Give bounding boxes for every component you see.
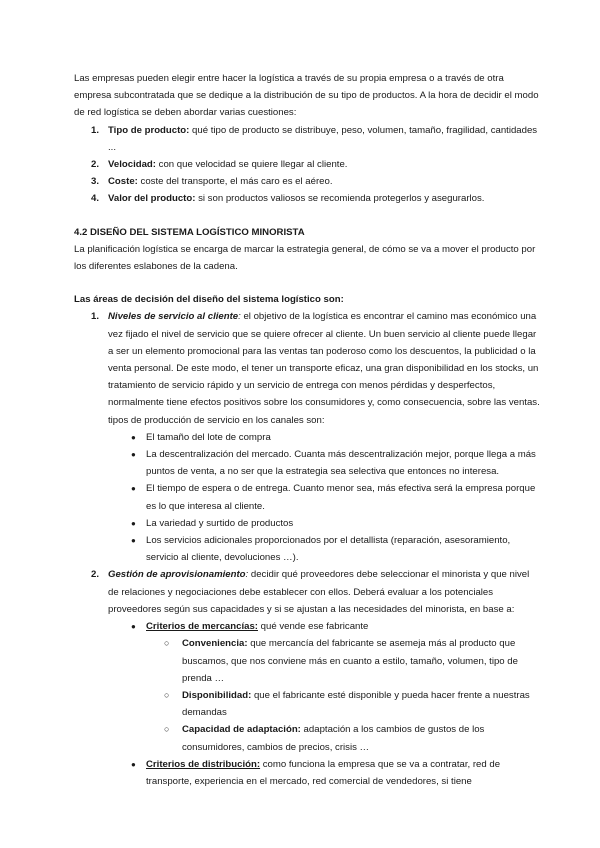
criteria-list [74,618,540,635]
list-item: 3. Coste: coste del transporte, el más caro es el aéreo. [91,176,333,188]
bullet-icon: ● [131,536,136,546]
circle-bullet-icon: ○ [164,638,170,649]
list-item: ○ Capacidad de adaptación: adaptación a los cambios de gustos de los consumidores, cambios de precios, crisis … [74,721,540,755]
merchandise-criteria-list [74,635,540,755]
list-item: ○ Disponibilidad: que el fabricante esté disponible y pueda hacer frente a nuestras demandas [74,687,540,721]
areas-list-continued [74,566,540,618]
intro-paragraph: Las empresas pueden elegir entre hacer la logística a través de su propia empresa o a través de otra empresa subcontratada que se dedique a la distribución de su tipo de productos. A la hora de decidir el modo de red logística se deben abordar varias cuestiones: [74,73,539,119]
question-term: Tipo de producto: [108,124,190,136]
criteria-list-continued [74,756,540,790]
bullet-icon: ● [131,622,136,632]
section-heading: 4.2 DISEÑO DEL SISTEMA LOGÍSTICO MINORISTA [74,226,305,238]
list-item: ● Criterios de mercancías: qué vende ese fabricante [74,618,540,635]
list-item: ● La descentralización del mercado. Cuanta más descentralización mejor, porque llega a más puntos de venta, a no ser que la estrategia sea selectiva que entonces no interesa. [74,446,540,480]
bullet-icon: ● [131,432,136,442]
list-item: 2. Velocidad: con que velocidad se quiere llegar al cliente. [91,159,348,171]
bullet-icon: ● [131,518,136,528]
list-item: ● El tamaño del lote de compra [74,429,540,446]
list-item: ● La variedad y surtido de productos [74,515,540,532]
question-term: Velocidad: [108,159,156,171]
areas-title: Las áreas de decisión del diseño del sistema logístico son: [74,294,344,306]
list-item: 1. Tipo de producto: qué tipo de producto se distribuye, peso, volumen, tamaño, fragilidad, cantidades ... [91,124,538,153]
area-item-service: 1. Niveles de servicio al cliente: el objetivo de la logística es encontrar el camino mas económico una vez fijado el nivel de servicio que se quiere ofrecer al cliente. Un buen servicio al cliente puede llegar a ser un elemento promocional para las ventas tan poderoso como los descuentos, la publicidad o la venta personal. De este modo, el tener un transporte eficaz, una gran disponibilidad en los stocks, un tratamiento de servicio rápido y un servicio de entrega con menos pérdidas y desperfectos, normalmente tiene efectos positivos sobre los consumidores y, como consecuencia, sobre las ventas. tipos de producción de servicio en los canales son: [91,311,540,426]
list-item: ● El tiempo de espera o de entrega. Cuanto menor sea, más efectiva será la empresa porque es lo que interesa al cliente. [74,480,540,514]
question-term: Valor del producto: [108,193,196,205]
list-item: ● Los servicios adicionales proporcionados por el detallista (reparación, asesoramiento, servicio al cliente, devoluciones …). [74,532,540,566]
service-bullets [74,429,540,567]
bullet-icon: ● [131,484,136,494]
area-item-supply: 2. Gestión de aprovisionamiento: decidir qué proveedores debe seleccionar el minorista y que nivel de relaciones y negociaciones debe establecer con ellos. Deberá evaluar a los potenciales proveedores según sus capacidades y si se ajustan a las necesidades del minorista, en base a: [91,569,530,615]
areas-list [74,308,540,428]
questions-list [74,122,540,208]
circle-bullet-icon: ○ [164,689,170,700]
area-term: Gestión de aprovisionamiento [108,569,246,581]
bullet-icon: ● [131,759,136,769]
area-term: Niveles de servicio al cliente [108,311,239,323]
question-term: Coste: [108,176,138,188]
list-item: ○ Conveniencia: que mercancía del fabricante se asemeja más al producto que buscamos, que nos conviene más en cuanto a estilo, tamaño, volumen, tipo de prenda … [74,635,540,687]
section-lead: La planificación logística se encarga de marcar la estrategia general, de cómo se va a mover el producto por los diferentes eslabones de la cadena. [74,243,536,273]
list-item: ● Criterios de distribución: como funciona la empresa que se va a contratar, red de transporte, experiencia en el mercado, red comercial de vendedores, si tiene [74,756,540,790]
bullet-icon: ● [131,450,136,460]
circle-bullet-icon: ○ [164,724,170,735]
list-item: 4. Valor del producto: si son productos valiosos se recomienda protegerlos y asegurarlos. [91,193,485,205]
